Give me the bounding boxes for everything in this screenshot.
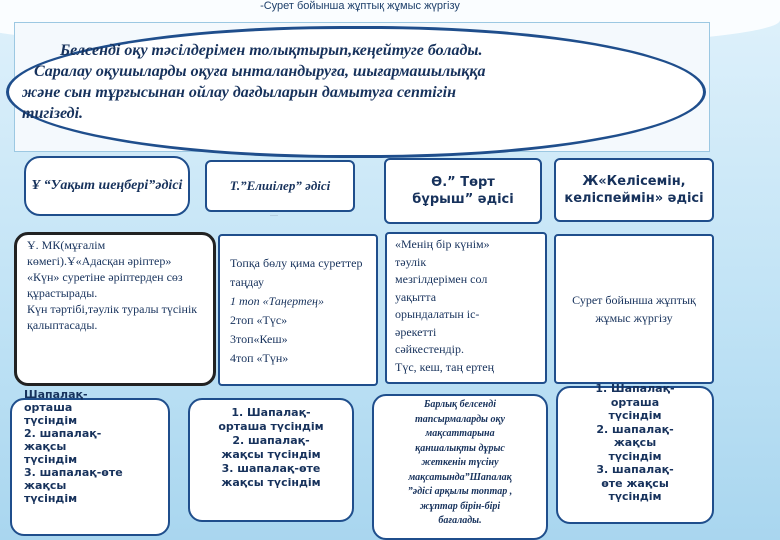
levels-2-line-6: жақсы түсіндім <box>221 476 321 489</box>
levels-4-line-5: жақсы <box>613 436 657 449</box>
levels-3-line-1: Барлық белсенді <box>424 399 496 410</box>
levels-4-line-4: 2. шапалақ- <box>596 422 674 436</box>
levels-4-line-8: өте жақсы <box>601 476 669 490</box>
levels-1-line-9: түсіндім <box>24 492 78 505</box>
body-2-line-2: 1 топ «Таңертең» <box>230 294 324 308</box>
levels-3-line-4: қаншалықты дұрыс <box>415 442 505 454</box>
body-1-line-1: Ұ. МК(мұғалім көмегі).Ұ«Адасқан әріптер» «Күн» суретіне әріптерден сөз құрастырады. <box>27 238 183 300</box>
method-header-2 <box>205 160 355 212</box>
intro-text <box>22 40 676 124</box>
body-3-line-4: уақытта <box>395 289 437 304</box>
method-header-4-label: Ж«Келісемін, келіспеймін» әдісі <box>564 174 704 206</box>
levels-1-line-5: жақсы <box>24 440 67 453</box>
levels-2-line-2: орташа түсіндім <box>218 420 324 433</box>
levels-3-line-7: ”әдісі арқылы топтар , <box>407 486 513 497</box>
levels-1-line-2: орташа <box>24 401 73 414</box>
levels-1-line-7: 3. шапалақ-өте <box>24 466 123 479</box>
method-header-1 <box>24 156 190 216</box>
levels-2-line-3: 2. шапалақ- <box>232 434 310 447</box>
intro-line-1: Белсенді оқу тәсілдерімен толықтырып,кеңейтуге болады. <box>60 42 483 59</box>
levels-4-line-1: 1. Шапалақ- <box>595 382 675 395</box>
levels-box-3 <box>372 394 548 540</box>
levels-3-line-3: мақсаттарына <box>425 428 495 439</box>
levels-3-line-9: бағалады. <box>438 515 482 526</box>
body-3-line-7: сәйкестендір. <box>395 342 464 356</box>
body-4-text: Сурет бойынша жұптық жұмыс жүргізу <box>572 293 696 325</box>
method-body-4 <box>554 234 714 384</box>
levels-4-line-9: түсіндім <box>608 490 662 503</box>
levels-4-line-3: түсіндім <box>608 409 662 422</box>
levels-1-line-1: Шапалақ- <box>24 388 88 401</box>
intro-line-4: тигізеді. <box>22 105 84 122</box>
method-body-1 <box>14 232 216 386</box>
body-3-line-6: әрекетті <box>395 324 437 339</box>
levels-box-1 <box>10 388 170 536</box>
levels-2-line-1: 1. Шапалақ- <box>231 406 311 419</box>
body-1-line-2: Күн тәртібі,тәулік туралы түсінік қалыптасады. <box>27 302 198 332</box>
levels-box-2 <box>188 398 354 522</box>
levels-3-line-8: жұптар бірін-бірі <box>419 500 501 512</box>
levels-1-line-3: түсіндім <box>24 414 78 427</box>
intro-line-2: Саралау оқушыларды оқуға ынталандыруға, шығармашылыққа <box>34 63 486 80</box>
levels-4-line-6: түсіндім <box>608 449 662 463</box>
levels-3-line-5: жеткенін түсіну <box>421 457 499 468</box>
method-header-2-label: Т.”Елшілер” әдісі <box>229 178 331 193</box>
body-2-line-5: 4топ «Түн» <box>230 351 289 365</box>
levels-4-line-2: орташа <box>610 395 660 409</box>
body-2-line-1: Топқа бөлу қима суреттер таңдау <box>230 256 363 289</box>
body-3-line-5: орындалатын іс- <box>395 307 480 321</box>
dots: .... <box>270 209 278 218</box>
body-2-line-3: 2топ «Түс» <box>230 313 288 327</box>
levels-1-line-8: жақсы <box>24 479 67 492</box>
method-header-3-label: Ө.” Төрт бұрыш” әдісі <box>412 175 514 207</box>
caption: -Сурет бойынша жұптық жұмыс жүргізу <box>260 0 460 12</box>
levels-2-line-4: жақсы түсіндім <box>221 448 321 461</box>
body-3-line-1: «Менің бір күнім» <box>395 237 490 251</box>
method-header-3 <box>384 158 542 224</box>
method-body-2 <box>218 234 378 386</box>
levels-4-line-7: 3. шапалақ- <box>596 463 674 476</box>
levels-box-4 <box>556 382 714 524</box>
body-2-line-4: 3топ«Кеш» <box>230 332 288 346</box>
method-body-3 <box>385 232 547 384</box>
levels-1-line-4: 2. шапалақ- <box>24 427 102 440</box>
method-header-4 <box>554 158 714 222</box>
levels-3-line-2: тапсырмаларды оқу <box>415 413 505 425</box>
body-3-line-2: тәулік <box>395 254 427 269</box>
method-header-1-label: Ұ “Уақыт шеңбері”әдісі <box>31 178 183 193</box>
levels-2-line-5: 3. шапалақ-өте <box>221 462 321 475</box>
intro-line-3: және сын тұрғысынан ойлау дағдыларын дамытуға септігін <box>22 84 456 101</box>
levels-1-line-6: түсіндім <box>24 453 78 466</box>
levels-3-line-6: мақсатында”Шапалақ <box>408 471 512 483</box>
body-3-line-3: мезгілдерімен сол <box>395 272 488 286</box>
body-3-line-8: Түс, кеш, таң ертең <box>395 359 495 374</box>
